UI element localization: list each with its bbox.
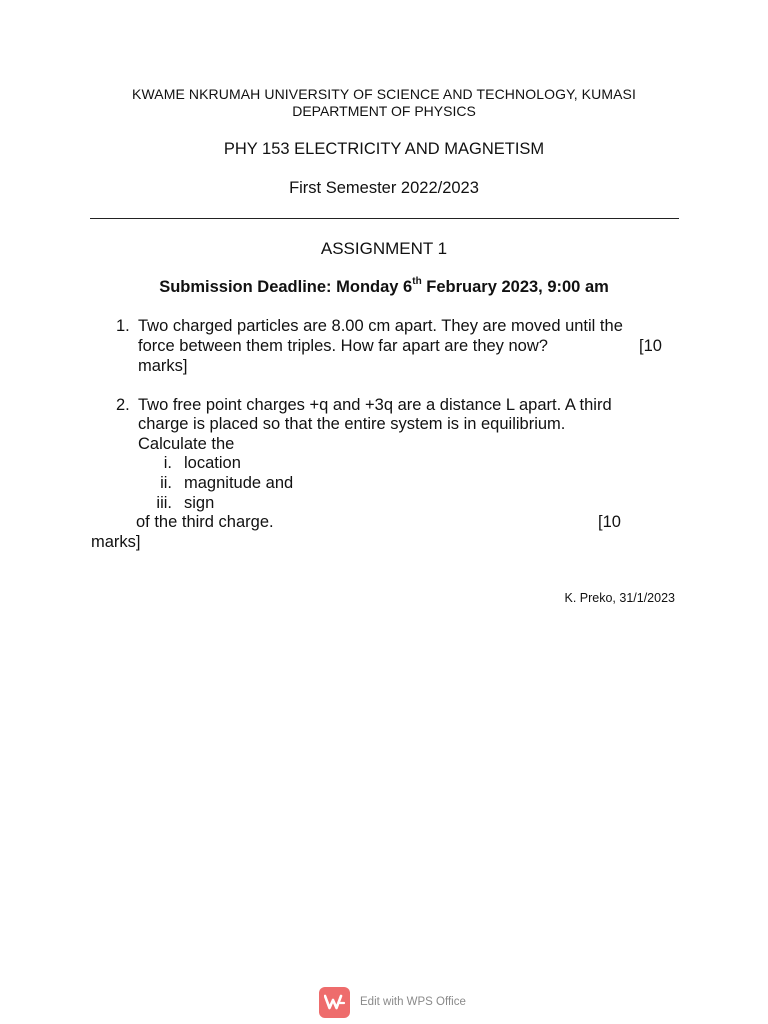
subitem-1-text: location [184, 454, 241, 472]
subitem-3-text: sign [184, 494, 215, 512]
question-1-line-1: Two charged particles are 8.00 cm apart. They are moved until the [138, 317, 623, 335]
question-2-line-5: marks] [91, 533, 141, 551]
semester-label: First Semester 2022/2023 [289, 179, 479, 197]
question-2-line-3: Calculate the [138, 435, 235, 453]
subitem-2-number: ii. [160, 474, 172, 492]
deadline-prefix: Submission Deadline: Monday 6 [159, 278, 413, 296]
horizontal-divider [90, 218, 679, 219]
question-1-marks: [10 [639, 337, 662, 355]
question-2-number: 2. [116, 396, 130, 414]
wps-edit-footer[interactable] [319, 986, 466, 1018]
deadline-ordinal-suffix: th [412, 276, 422, 287]
question-1-line-2: force between them triples. How far apart are they now? [138, 337, 548, 355]
question-2-marks: [10 [598, 513, 621, 531]
submission-deadline [0, 278, 768, 297]
question-2-line-4: of the third charge. [136, 513, 274, 531]
question-2-line-1: Two free point charges +q and +3q are a distance L apart. A third [138, 396, 612, 414]
institution-name: KWAME NKRUMAH UNIVERSITY OF SCIENCE AND TECHNOLOGY, KUMASI [132, 86, 636, 102]
question-2-line-2: charge is placed so that the entire system is in equilibrium. [138, 415, 566, 433]
question-1-line-3: marks] [138, 357, 188, 375]
question-1-number: 1. [116, 317, 130, 335]
course-title: PHY 153 ELECTRICITY AND MAGNETISM [223, 140, 545, 158]
subitem-3-number: iii. [156, 494, 172, 512]
department-name: DEPARTMENT OF PHYSICS [292, 103, 476, 119]
wps-logo-icon[interactable] [319, 987, 350, 1018]
wps-w-glyph [324, 994, 346, 1010]
subitem-1-number: i. [163, 454, 172, 472]
deadline-suffix: February 2023, 9:00 am [421, 278, 609, 296]
wps-edit-link[interactable]: Edit with WPS Office [360, 996, 466, 1008]
author-signature: K. Preko, 31/1/2023 [564, 591, 675, 605]
assignment-title: ASSIGNMENT 1 [320, 239, 448, 258]
subitem-2-text: magnitude and [184, 474, 294, 492]
